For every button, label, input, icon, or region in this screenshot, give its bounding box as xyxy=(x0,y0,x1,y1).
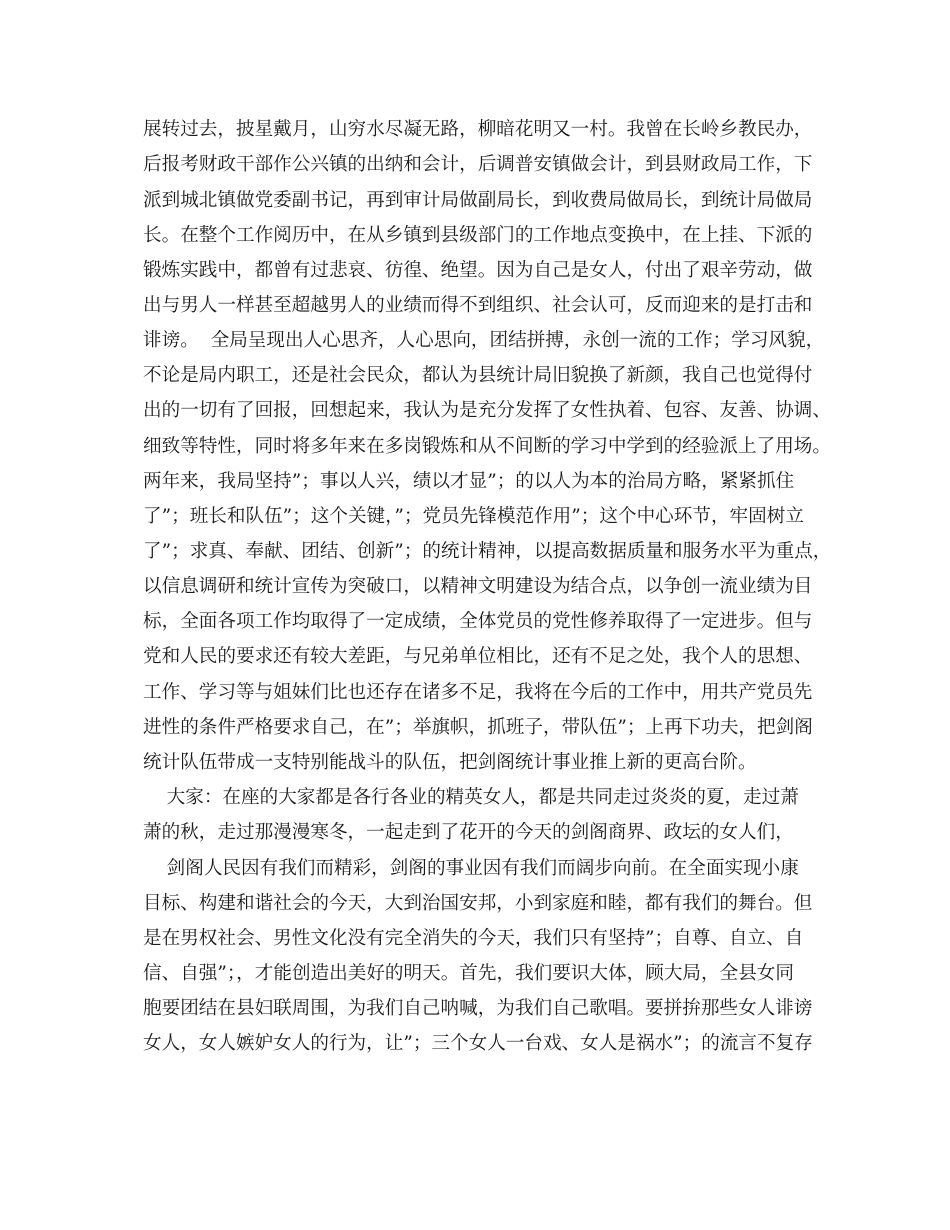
text-line: 女人，女人嫉妒女人的行为，让”；三个女人一台戏、女人是祸水”；的流言不复存 xyxy=(143,1033,813,1054)
text-line: 胞要团结在县妇联周围，为我们自己呐喊，为我们自己歌唱。要拼拚那些女人诽谤 xyxy=(143,998,813,1019)
text-line: 进性的条件严格要求自己，在”；举旗帜，抓班子，带队伍”；上再下功夫，把剑阁 xyxy=(143,717,813,738)
text-line: 了”；求真、奉献、团结、创新”；的统计精神，以提高数据质量和服务水平为重点， xyxy=(143,541,832,562)
text-line: 诽谤。 全局呈现出人心思齐，人心思向，团结拼搏，永创一流的工作；学习风貌， xyxy=(143,330,825,351)
text-line: 标，全面各项工作均取得了一定成绩，全体党员的党性修养取得了一定进步。但与 xyxy=(143,611,813,632)
text-line: 信、自强”；，才能创造出美好的明天。首先，我们要识大体，顾大局，全县女同 xyxy=(143,963,794,984)
text-line: 后报考财政干部作公兴镇的出纳和会计，后调普安镇做会计，到县财政局工作，下 xyxy=(143,154,813,175)
text-line: 出的一切有了回报，回想起来，我认为是充分发挥了女性执着、包容、友善、协调、 xyxy=(143,400,831,421)
text-line: 了”；班长和队伍”；这个关键，”；党员先锋模范作用”；这个中心环节，牢固树立 xyxy=(143,506,804,527)
text-line: 目标、构建和谐社会的今天，大到治国安邦，小到家庭和睦，都有我们的舞台。但 xyxy=(143,893,813,914)
text-line: 不论是局内职工，还是社会民众，都认为县统计局旧貌换了新颜，我自己也觉得付 xyxy=(143,365,813,386)
text-line: 派到城北镇做党委副书记，再到审计局做副局长，到收费局做局长，到统计局做局 xyxy=(143,190,813,211)
text-line: 细致等特性，同时将多年来在多岗锻炼和从不间断的学习中学到的经验派上了用场。 xyxy=(143,436,831,457)
text-line: 工作、学习等与姐妹们比也还存在诸多不足，我将在今后的工作中，用共产党员先 xyxy=(143,682,813,703)
text-line: 两年来，我局坚持”；事以人兴，绩以才显”；的以人为本的治局方略，紧紧抓住 xyxy=(143,471,795,492)
text-line: 统计队伍带成一支特别能战斗的队伍，把剑阁统计事业推上新的更高台阶。 xyxy=(143,752,757,773)
text-line: 剑阁人民因有我们而精彩，剑阁的事业因有我们而阔步向前。在全面实现小康 xyxy=(143,858,799,879)
text-line: 萧的秋，走过那漫漫寒冬，一起走到了花开的今天的剑阁商界、政坛的女人们， xyxy=(143,822,794,843)
text-line: 出与男人一样甚至超越男人的业绩而得不到组织、社会认可，反而迎来的是打击和 xyxy=(143,295,813,316)
text-line: 以信息调研和统计宣传为突破口，以精神文明建设为结合点，以争创一流业绩为目 xyxy=(143,576,813,597)
text-line: 锻炼实践中，都曾有过悲哀、彷徨、绝望。因为自己是女人，付出了艰辛劳动，做 xyxy=(143,260,813,281)
text-line: 是在男权社会、男性文化没有完全消失的今天，我们只有坚持”；自尊、自立、自 xyxy=(143,928,804,949)
text-line: 大家：在座的大家都是各行各业的精英女人，都是共同走过炎炎的夏，走过萧 xyxy=(143,787,799,808)
text-line: 党和人民的要求还有较大差距，与兄弟单位相比，还有不足之处，我个人的思想、 xyxy=(143,646,813,667)
text-line: 展转过去，披星戴月，山穷水尽凝无路，柳暗花明又一村。我曾在长岭乡教民办， xyxy=(143,119,813,140)
text-line: 长。在整个工作阅历中，在从乡镇到县级部门的工作地点变换中，在上挂、下派的 xyxy=(143,225,813,246)
